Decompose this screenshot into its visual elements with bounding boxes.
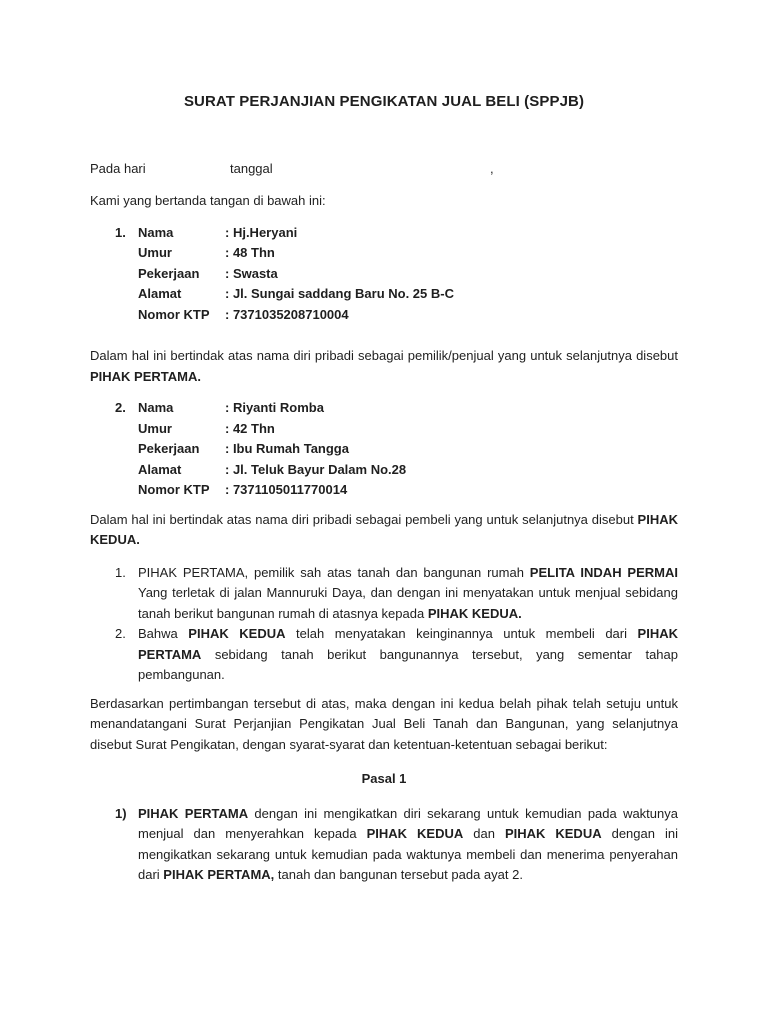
- field-value: : 48 Thn: [225, 245, 275, 260]
- field-value: : 42 Thn: [225, 420, 275, 436]
- field-label: Alamat: [138, 286, 182, 301]
- field-value: : 7371105011770014: [225, 482, 348, 497]
- consideration-item: [90, 624, 678, 686]
- party-1-number: 1.: [115, 224, 126, 240]
- party-2-row-nama: [90, 398, 678, 419]
- date-line-tanggal: tanggal: [230, 161, 273, 176]
- party-1-row-pekerjaan: [90, 264, 678, 285]
- party-1-details: [90, 223, 678, 326]
- party-2-row-ktp: [90, 480, 678, 501]
- party-1-row-alamat: [90, 284, 678, 305]
- party-2-row-umur: [90, 419, 678, 440]
- pasal-item-number: 1): [115, 805, 127, 821]
- party-1-row-ktp: [90, 305, 678, 326]
- field-label: Umur: [138, 420, 172, 436]
- consideration-number: 1.: [115, 564, 126, 580]
- field-value: : Ibu Rumah Tangga: [225, 441, 349, 456]
- party-2-row-alamat: [90, 460, 678, 481]
- field-value: : Swasta: [225, 265, 278, 281]
- field-label: Nomor KTP: [138, 482, 210, 497]
- field-value: : Jl. Sungai saddang Baru No. 25 B-C: [225, 286, 454, 301]
- party-2-number: 2.: [115, 400, 126, 415]
- field-label: Pekerjaan: [138, 441, 200, 456]
- pasal-item-text: PIHAK PERTAMA dengan ini mengikatkan diri sekarang untuk kemudian pada waktunya menjual dan menyerahkan kepada PIHAK KEDUA dan PIHAK KEDUA dengan ini mengikatkan sekarang untuk kemudian pada waktunya membeli dan menerima penyerahan dari PIHAK PERTAMA, tanah dan bangunan tersebut pada ayat 2.: [138, 805, 678, 882]
- field-label: Nama: [138, 224, 174, 240]
- consideration-number: 2.: [115, 626, 126, 641]
- field-label: Umur: [138, 245, 172, 260]
- field-label: Nama: [138, 400, 174, 415]
- field-label: Nomor KTP: [138, 306, 210, 322]
- party-1-role-paragraph: Dalam hal ini bertindak atas nama diri pribadi sebagai pemilik/penjual yang untuk selanjutnya disebut PIHAK PERTAMA.: [90, 348, 678, 384]
- consideration-text: Bahwa PIHAK KEDUA telah menyatakan keinginannya untuk membeli dari PIHAK PERTAMA sebidang tanah berikut bangunannya tersebut, yang sementar tahap pembangunan.: [138, 626, 678, 682]
- date-line-pada-hari: Pada hari: [90, 161, 146, 176]
- pasal-1-heading: Pasal 1: [361, 771, 407, 786]
- field-value: : Riyanti Romba: [225, 400, 324, 415]
- field-value: : 7371035208710004: [225, 306, 349, 322]
- field-label: Alamat: [138, 461, 182, 477]
- field-value: : Hj.Heryani: [225, 224, 298, 240]
- pasal-1-item: [90, 804, 678, 886]
- field-value: : Jl. Teluk Bayur Dalam No.28: [225, 461, 407, 477]
- field-label: Pekerjaan: [138, 265, 200, 281]
- consideration-text: PIHAK PERTAMA, pemilik sah atas tanah dan bangunan rumah PELITA INDAH PERMAI Yang terletak di jalan Mannuruki Daya, dan dengan ini menyatakan untuk menjual sebidang tanah berikut bangunan rumah di atasnya kepada PIHAK KEDUA.: [138, 564, 678, 621]
- consideration-item: [90, 563, 678, 625]
- considerations-list: [90, 563, 678, 686]
- party-2-details: [90, 398, 678, 501]
- document-title: SURAT PERJANJIAN PENGIKATAN JUAL BELI (SPPJB): [183, 93, 585, 110]
- party-2-role-paragraph: Dalam hal ini bertindak atas nama diri pribadi sebagai pembeli yang untuk selanjutnya disebut PIHAK KEDUA.: [90, 511, 678, 547]
- party-2-row-pekerjaan: [90, 439, 678, 460]
- party-1-row-umur: [90, 243, 678, 264]
- agreement-preamble: Berdasarkan pertimbangan tersebut di atas, maka dengan ini kedua belah pihak telah setuju untuk menandatangani Surat Perjanjian Pengikatan Jual Beli Tanah dan Bangunan, yang selanjutnya disebut Surat Pengikatan, dengan syarat-syarat dan ketentuan-ketentuan sebagai berikut:: [90, 695, 678, 752]
- date-line-comma: ,: [490, 161, 494, 176]
- party-1-row-nama: [90, 223, 678, 244]
- intro-line: Kami yang bertanda tangan di bawah ini:: [90, 193, 326, 208]
- date-line: [90, 159, 678, 180]
